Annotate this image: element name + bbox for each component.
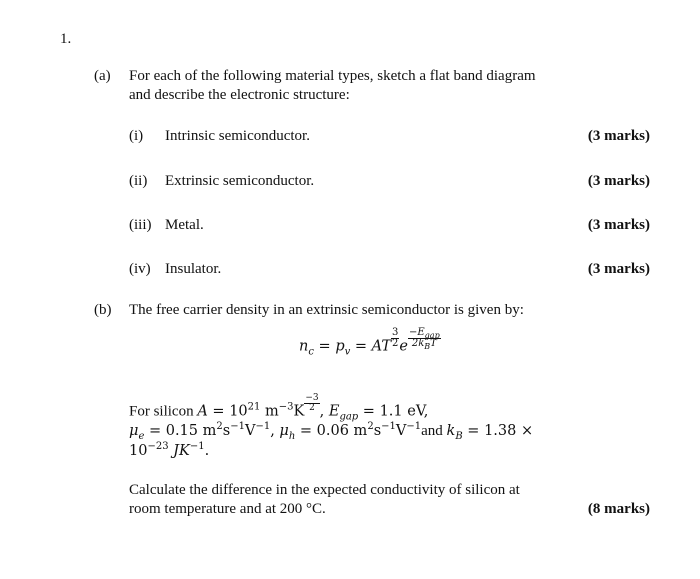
item-text: Metal. xyxy=(165,217,204,233)
item-number: (i) xyxy=(129,128,144,144)
given-line2: $\mu_e = 0.15$ $m^2s^{-1}V^{-1}$, $\mu_h = 0.06$ $m^2s^{-1}V^{-1}and$ $k_B = 1.38$ × xyxy=(129,421,534,442)
part-a-intro-line2: and describe the electronic structure: xyxy=(129,87,350,103)
part-b-marks: (8 marks) xyxy=(587,501,650,517)
question-line1: Calculate the difference in the expected conductivity of silicon at xyxy=(129,482,520,498)
question-line2: room temperature and at 200 °C. xyxy=(129,501,326,517)
given-line1: For silicon $A = 10^{21}$ $m^{-3}K$ $\frac{-3}{2}$ , $E_{gap} = 1.1$ eV, xyxy=(129,393,429,423)
item-marks: (3 marks) xyxy=(587,128,650,144)
item-number: (ii) xyxy=(129,173,148,189)
part-a-label: (a) xyxy=(94,68,111,84)
item-number: (iii) xyxy=(129,217,152,233)
carrier-density-equation: $n_c = p_v$ = AT $\frac{3}{2}$ e $\frac{-E_{gap}}{2k_BT}$ xyxy=(299,327,440,358)
item-marks: (3 marks) xyxy=(587,261,650,277)
part-a-intro-line1: For each of the following material types, sketch a flat band diagram xyxy=(129,68,536,84)
question-number: 1. xyxy=(60,31,72,47)
item-text: Insulator. xyxy=(165,261,222,277)
item-number: (iv) xyxy=(129,261,151,277)
item-marks: (3 marks) xyxy=(587,173,650,189)
item-text: Extrinsic semiconductor. xyxy=(165,173,315,189)
item-text: Intrinsic semiconductor. xyxy=(165,128,310,144)
given-line3: $10^{-23}$ $JK^{-1}$. xyxy=(129,441,210,459)
part-b-intro: The free carrier density in an extrinsic semiconductor is given by: xyxy=(129,302,524,318)
part-b-label: (b) xyxy=(94,302,112,318)
item-marks: (3 marks) xyxy=(587,217,650,233)
